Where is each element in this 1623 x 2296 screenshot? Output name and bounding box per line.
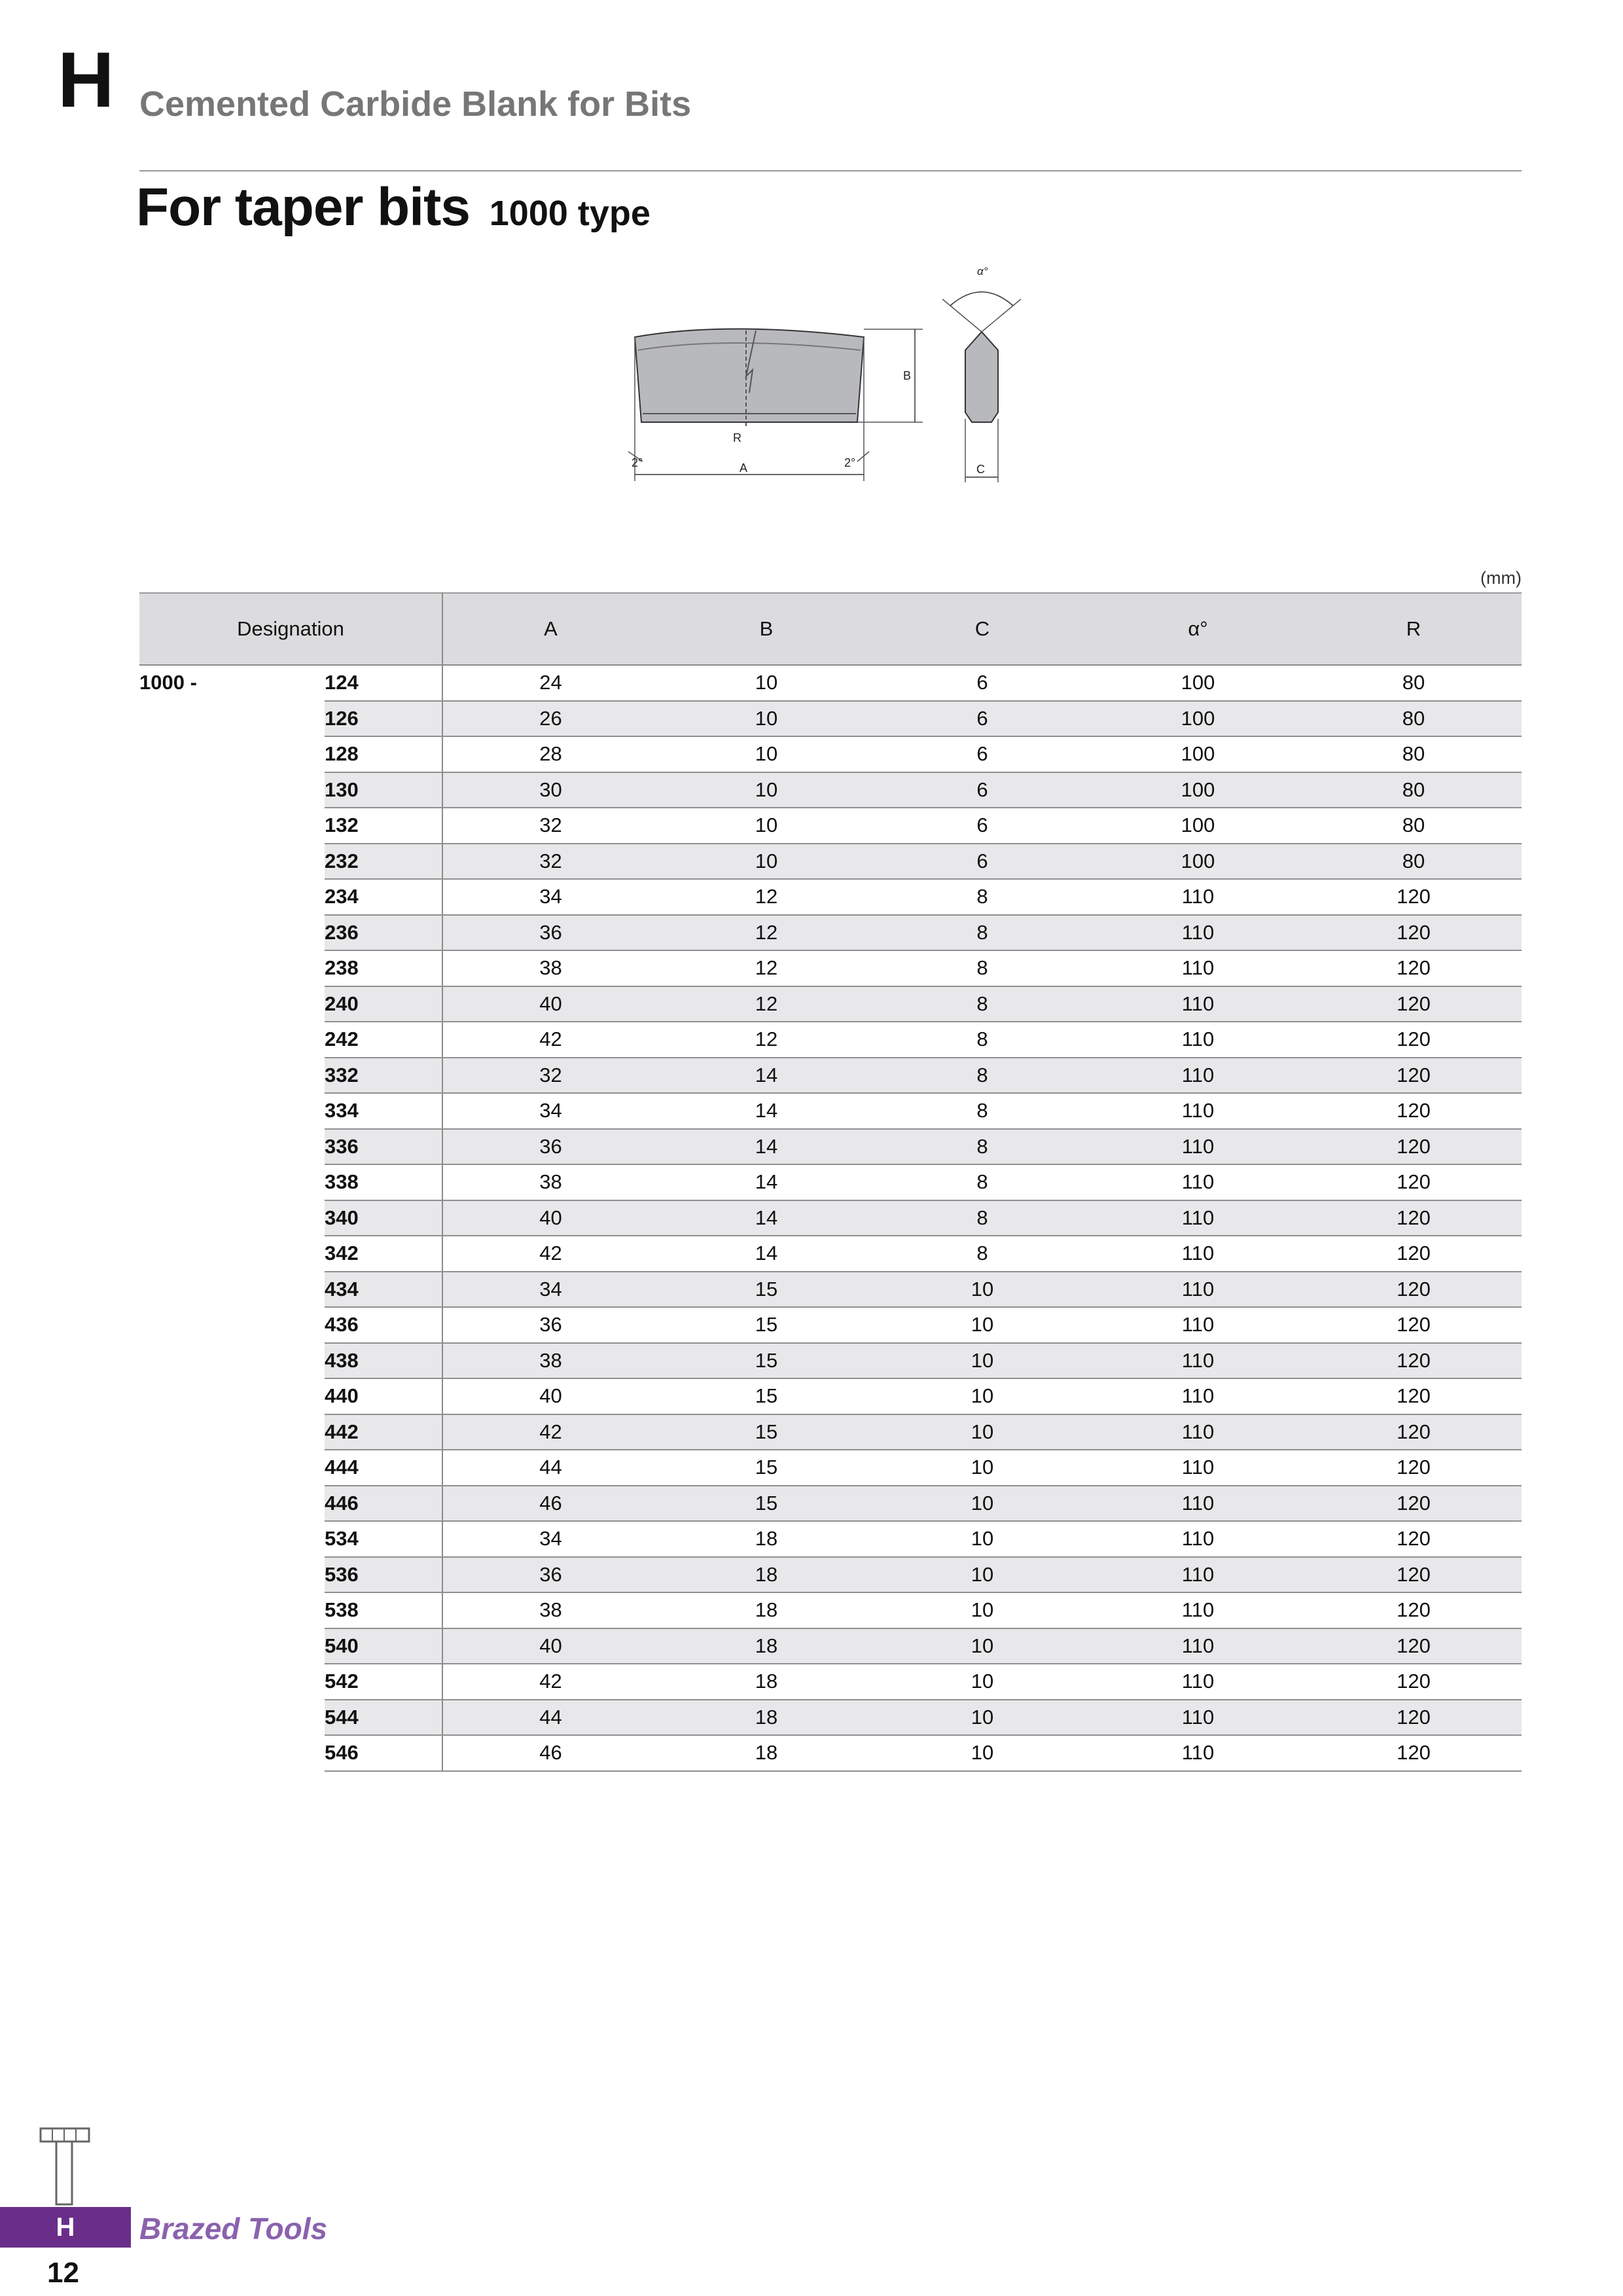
cell-r: 120 — [1306, 1307, 1522, 1343]
dimension-c-label: C — [976, 463, 985, 476]
cell-b: 14 — [658, 1058, 874, 1094]
table-row — [139, 1272, 1522, 1308]
cell-a: 38 — [442, 1343, 658, 1379]
cell-a: 44 — [442, 1450, 658, 1486]
cell-c: 10 — [874, 1378, 1090, 1414]
cell-alpha: 110 — [1090, 950, 1306, 986]
cell-r: 120 — [1306, 1700, 1522, 1736]
table-row — [139, 1378, 1522, 1414]
cell-r: 120 — [1306, 986, 1522, 1022]
designation-code: 124 — [325, 665, 442, 701]
table-row — [139, 1200, 1522, 1236]
designation-code: 542 — [325, 1664, 442, 1700]
cell-alpha: 110 — [1090, 986, 1306, 1022]
designation-code: 544 — [325, 1700, 442, 1736]
cell-r: 120 — [1306, 1272, 1522, 1308]
footer-category: Brazed Tools — [139, 2212, 328, 2246]
cell-c: 10 — [874, 1557, 1090, 1593]
designation-code: 236 — [325, 915, 442, 951]
cell-b: 18 — [658, 1557, 874, 1593]
page-number: 12 — [47, 2257, 79, 2289]
cell-a: 32 — [442, 808, 658, 844]
table-row — [139, 1486, 1522, 1522]
cell-a: 24 — [442, 665, 658, 701]
cell-a: 40 — [442, 1200, 658, 1236]
page-title — [136, 177, 651, 238]
cell-alpha: 100 — [1090, 701, 1306, 737]
cell-c: 8 — [874, 915, 1090, 951]
cell-b: 10 — [658, 808, 874, 844]
unit-label: (mm) — [1480, 568, 1522, 588]
table-row — [139, 1557, 1522, 1593]
cell-c: 6 — [874, 772, 1090, 808]
cell-r: 120 — [1306, 1521, 1522, 1557]
angle-right-label: 2° — [844, 456, 856, 469]
cell-b: 10 — [658, 701, 874, 737]
cell-r: 80 — [1306, 665, 1522, 701]
designation-code: 538 — [325, 1592, 442, 1628]
cell-c: 6 — [874, 808, 1090, 844]
table-row — [139, 808, 1522, 844]
cell-b: 18 — [658, 1592, 874, 1628]
designation-prefix: 1000 - — [139, 671, 197, 694]
cell-alpha: 110 — [1090, 879, 1306, 915]
front-view — [628, 329, 923, 482]
designation-code: 546 — [325, 1735, 442, 1771]
cell-c: 8 — [874, 1129, 1090, 1165]
specification-table — [139, 592, 1522, 1772]
cell-alpha: 110 — [1090, 1129, 1306, 1165]
cell-r: 120 — [1306, 1592, 1522, 1628]
page-title-main: For taper bits — [136, 177, 470, 237]
cell-c: 8 — [874, 1022, 1090, 1058]
cell-a: 38 — [442, 1592, 658, 1628]
cell-c: 8 — [874, 1058, 1090, 1094]
cell-c: 6 — [874, 736, 1090, 772]
cell-alpha: 110 — [1090, 1592, 1306, 1628]
cell-a: 36 — [442, 1557, 658, 1593]
cell-alpha: 110 — [1090, 1058, 1306, 1094]
cell-r: 120 — [1306, 1735, 1522, 1771]
table-row — [139, 1450, 1522, 1486]
cell-r: 120 — [1306, 1628, 1522, 1664]
cell-r: 120 — [1306, 1664, 1522, 1700]
cell-r: 120 — [1306, 1486, 1522, 1522]
table-row — [139, 1164, 1522, 1200]
designation-code: 342 — [325, 1236, 442, 1272]
cell-b: 15 — [658, 1343, 874, 1379]
table-row — [139, 1592, 1522, 1628]
designation-code: 336 — [325, 1129, 442, 1165]
cell-c: 10 — [874, 1664, 1090, 1700]
cell-b: 14 — [658, 1200, 874, 1236]
header-r: R — [1306, 593, 1522, 665]
cell-alpha: 100 — [1090, 736, 1306, 772]
cell-c: 10 — [874, 1628, 1090, 1664]
cell-alpha: 110 — [1090, 1307, 1306, 1343]
cell-c: 6 — [874, 701, 1090, 737]
dimension-b-label: B — [903, 369, 912, 382]
designation-code: 334 — [325, 1093, 442, 1129]
cell-b: 12 — [658, 915, 874, 951]
cell-a: 32 — [442, 1058, 658, 1094]
cell-c: 10 — [874, 1414, 1090, 1450]
cell-c: 8 — [874, 1236, 1090, 1272]
cell-b: 10 — [658, 844, 874, 880]
cell-c: 10 — [874, 1486, 1090, 1522]
cell-a: 46 — [442, 1735, 658, 1771]
cell-c: 8 — [874, 1093, 1090, 1129]
designation-code: 130 — [325, 772, 442, 808]
cell-b: 12 — [658, 986, 874, 1022]
designation-code: 232 — [325, 844, 442, 880]
cell-b: 15 — [658, 1307, 874, 1343]
cell-r: 120 — [1306, 1164, 1522, 1200]
blank-technical-drawing — [609, 259, 1054, 501]
table-row — [139, 1414, 1522, 1450]
header-c: C — [874, 593, 1090, 665]
cell-alpha: 100 — [1090, 772, 1306, 808]
cell-b: 18 — [658, 1735, 874, 1771]
table-row — [139, 701, 1522, 737]
cell-a: 42 — [442, 1236, 658, 1272]
cell-a: 32 — [442, 844, 658, 880]
table-row — [139, 1022, 1522, 1058]
cell-a: 36 — [442, 1307, 658, 1343]
designation-code: 338 — [325, 1164, 442, 1200]
cell-b: 10 — [658, 736, 874, 772]
cell-b: 10 — [658, 772, 874, 808]
cell-r: 120 — [1306, 1129, 1522, 1165]
table-row — [139, 1343, 1522, 1379]
header-divider — [139, 170, 1522, 171]
cell-alpha: 110 — [1090, 1272, 1306, 1308]
cell-alpha: 100 — [1090, 665, 1306, 701]
cell-a: 40 — [442, 1378, 658, 1414]
cell-c: 8 — [874, 986, 1090, 1022]
designation-code: 332 — [325, 1058, 442, 1094]
designation-code: 444 — [325, 1450, 442, 1486]
designation-code: 128 — [325, 736, 442, 772]
cell-a: 34 — [442, 879, 658, 915]
dimension-r-label: R — [733, 431, 741, 444]
cell-b: 14 — [658, 1129, 874, 1165]
cell-c: 6 — [874, 665, 1090, 701]
designation-code: 132 — [325, 808, 442, 844]
cell-a: 38 — [442, 1164, 658, 1200]
cell-r: 120 — [1306, 1236, 1522, 1272]
cell-b: 15 — [658, 1450, 874, 1486]
cell-r: 80 — [1306, 844, 1522, 880]
cell-a: 38 — [442, 950, 658, 986]
cell-a: 46 — [442, 1486, 658, 1522]
designation-code: 234 — [325, 879, 442, 915]
table-row — [139, 665, 1522, 701]
cell-c: 10 — [874, 1735, 1090, 1771]
cell-r: 120 — [1306, 1450, 1522, 1486]
cell-alpha: 110 — [1090, 1414, 1306, 1450]
cell-b: 18 — [658, 1664, 874, 1700]
table-row — [139, 772, 1522, 808]
cell-alpha: 110 — [1090, 1557, 1306, 1593]
cell-c: 10 — [874, 1450, 1090, 1486]
side-view — [942, 292, 1021, 482]
table-header-row — [139, 593, 1522, 665]
designation-code: 536 — [325, 1557, 442, 1593]
designation-code: 240 — [325, 986, 442, 1022]
header-b: B — [658, 593, 874, 665]
cell-a: 44 — [442, 1700, 658, 1736]
table-row — [139, 1628, 1522, 1664]
cell-alpha: 100 — [1090, 808, 1306, 844]
cell-c: 10 — [874, 1272, 1090, 1308]
designation-code: 242 — [325, 1022, 442, 1058]
designation-code: 534 — [325, 1521, 442, 1557]
cell-r: 120 — [1306, 915, 1522, 951]
cell-b: 15 — [658, 1272, 874, 1308]
cell-b: 18 — [658, 1628, 874, 1664]
cell-b: 15 — [658, 1486, 874, 1522]
table-row — [139, 986, 1522, 1022]
header-alpha: α° — [1090, 593, 1306, 665]
table-row — [139, 1700, 1522, 1736]
cell-c: 10 — [874, 1343, 1090, 1379]
cell-alpha: 110 — [1090, 1164, 1306, 1200]
cell-b: 12 — [658, 879, 874, 915]
cell-r: 80 — [1306, 772, 1522, 808]
cell-a: 36 — [442, 1129, 658, 1165]
cell-b: 12 — [658, 950, 874, 986]
cell-b: 15 — [658, 1414, 874, 1450]
cell-alpha: 110 — [1090, 1521, 1306, 1557]
designation-code: 126 — [325, 701, 442, 737]
cell-alpha: 110 — [1090, 1700, 1306, 1736]
cell-b: 18 — [658, 1521, 874, 1557]
header-a: A — [442, 593, 658, 665]
cell-alpha: 110 — [1090, 1486, 1306, 1522]
cell-alpha: 110 — [1090, 1200, 1306, 1236]
cell-r: 120 — [1306, 950, 1522, 986]
cell-b: 18 — [658, 1700, 874, 1736]
designation-code: 438 — [325, 1343, 442, 1379]
cell-c: 6 — [874, 844, 1090, 880]
cell-a: 36 — [442, 915, 658, 951]
table-row — [139, 1664, 1522, 1700]
cell-r: 120 — [1306, 1022, 1522, 1058]
cell-alpha: 110 — [1090, 1343, 1306, 1379]
brazed-tool-icon — [39, 2127, 93, 2211]
table-row — [139, 1058, 1522, 1094]
section-letter: H — [58, 36, 115, 124]
cell-a: 26 — [442, 701, 658, 737]
cell-r: 120 — [1306, 1058, 1522, 1094]
cell-r: 80 — [1306, 736, 1522, 772]
cell-b: 14 — [658, 1236, 874, 1272]
designation-code: 446 — [325, 1486, 442, 1522]
cell-alpha: 110 — [1090, 1093, 1306, 1129]
cell-a: 42 — [442, 1414, 658, 1450]
cell-r: 80 — [1306, 701, 1522, 737]
cell-alpha: 110 — [1090, 1378, 1306, 1414]
table-row — [139, 1093, 1522, 1129]
cell-alpha: 110 — [1090, 1628, 1306, 1664]
cell-a: 42 — [442, 1022, 658, 1058]
dimension-a-label: A — [740, 461, 748, 475]
alpha-label: α° — [977, 265, 988, 278]
cell-c: 8 — [874, 1164, 1090, 1200]
cell-alpha: 110 — [1090, 915, 1306, 951]
cell-r: 120 — [1306, 1200, 1522, 1236]
table-row — [139, 1307, 1522, 1343]
cell-alpha: 110 — [1090, 1664, 1306, 1700]
table-row — [139, 879, 1522, 915]
cell-b: 14 — [658, 1093, 874, 1129]
designation-code: 440 — [325, 1378, 442, 1414]
designation-code: 442 — [325, 1414, 442, 1450]
cell-a: 28 — [442, 736, 658, 772]
cell-b: 15 — [658, 1378, 874, 1414]
section-title: Cemented Carbide Blank for Bits — [139, 84, 692, 124]
table-row — [139, 1735, 1522, 1771]
header-designation: Designation — [139, 593, 442, 665]
cell-c: 8 — [874, 950, 1090, 986]
cell-r: 120 — [1306, 1093, 1522, 1129]
cell-r: 120 — [1306, 1414, 1522, 1450]
table-row — [139, 1521, 1522, 1557]
angle-left-label: 2° — [632, 456, 643, 469]
cell-r: 120 — [1306, 879, 1522, 915]
cell-alpha: 110 — [1090, 1236, 1306, 1272]
cell-b: 10 — [658, 665, 874, 701]
table-row — [139, 844, 1522, 880]
cell-alpha: 110 — [1090, 1450, 1306, 1486]
cell-alpha: 110 — [1090, 1735, 1306, 1771]
table-row — [139, 736, 1522, 772]
cell-a: 40 — [442, 986, 658, 1022]
table-row — [139, 950, 1522, 986]
page-title-subtitle: 1000 type — [489, 194, 651, 233]
cell-r: 80 — [1306, 808, 1522, 844]
designation-code: 238 — [325, 950, 442, 986]
footer-section-tab: H — [0, 2207, 131, 2248]
cell-alpha: 110 — [1090, 1022, 1306, 1058]
table-row — [139, 1129, 1522, 1165]
cell-a: 40 — [442, 1628, 658, 1664]
designation-code: 540 — [325, 1628, 442, 1664]
cell-b: 14 — [658, 1164, 874, 1200]
designation-code: 434 — [325, 1272, 442, 1308]
designation-code: 436 — [325, 1307, 442, 1343]
cell-c: 8 — [874, 879, 1090, 915]
cell-r: 120 — [1306, 1378, 1522, 1414]
cell-a: 34 — [442, 1093, 658, 1129]
cell-a: 34 — [442, 1272, 658, 1308]
cell-r: 120 — [1306, 1557, 1522, 1593]
cell-c: 10 — [874, 1307, 1090, 1343]
cell-c: 10 — [874, 1592, 1090, 1628]
cell-a: 42 — [442, 1664, 658, 1700]
cell-a: 34 — [442, 1521, 658, 1557]
cell-c: 8 — [874, 1200, 1090, 1236]
cell-alpha: 100 — [1090, 844, 1306, 880]
cell-c: 10 — [874, 1521, 1090, 1557]
cell-r: 120 — [1306, 1343, 1522, 1379]
designation-code: 340 — [325, 1200, 442, 1236]
table-row — [139, 1236, 1522, 1272]
cell-c: 10 — [874, 1700, 1090, 1736]
table-row — [139, 915, 1522, 951]
cell-a: 30 — [442, 772, 658, 808]
cell-b: 12 — [658, 1022, 874, 1058]
